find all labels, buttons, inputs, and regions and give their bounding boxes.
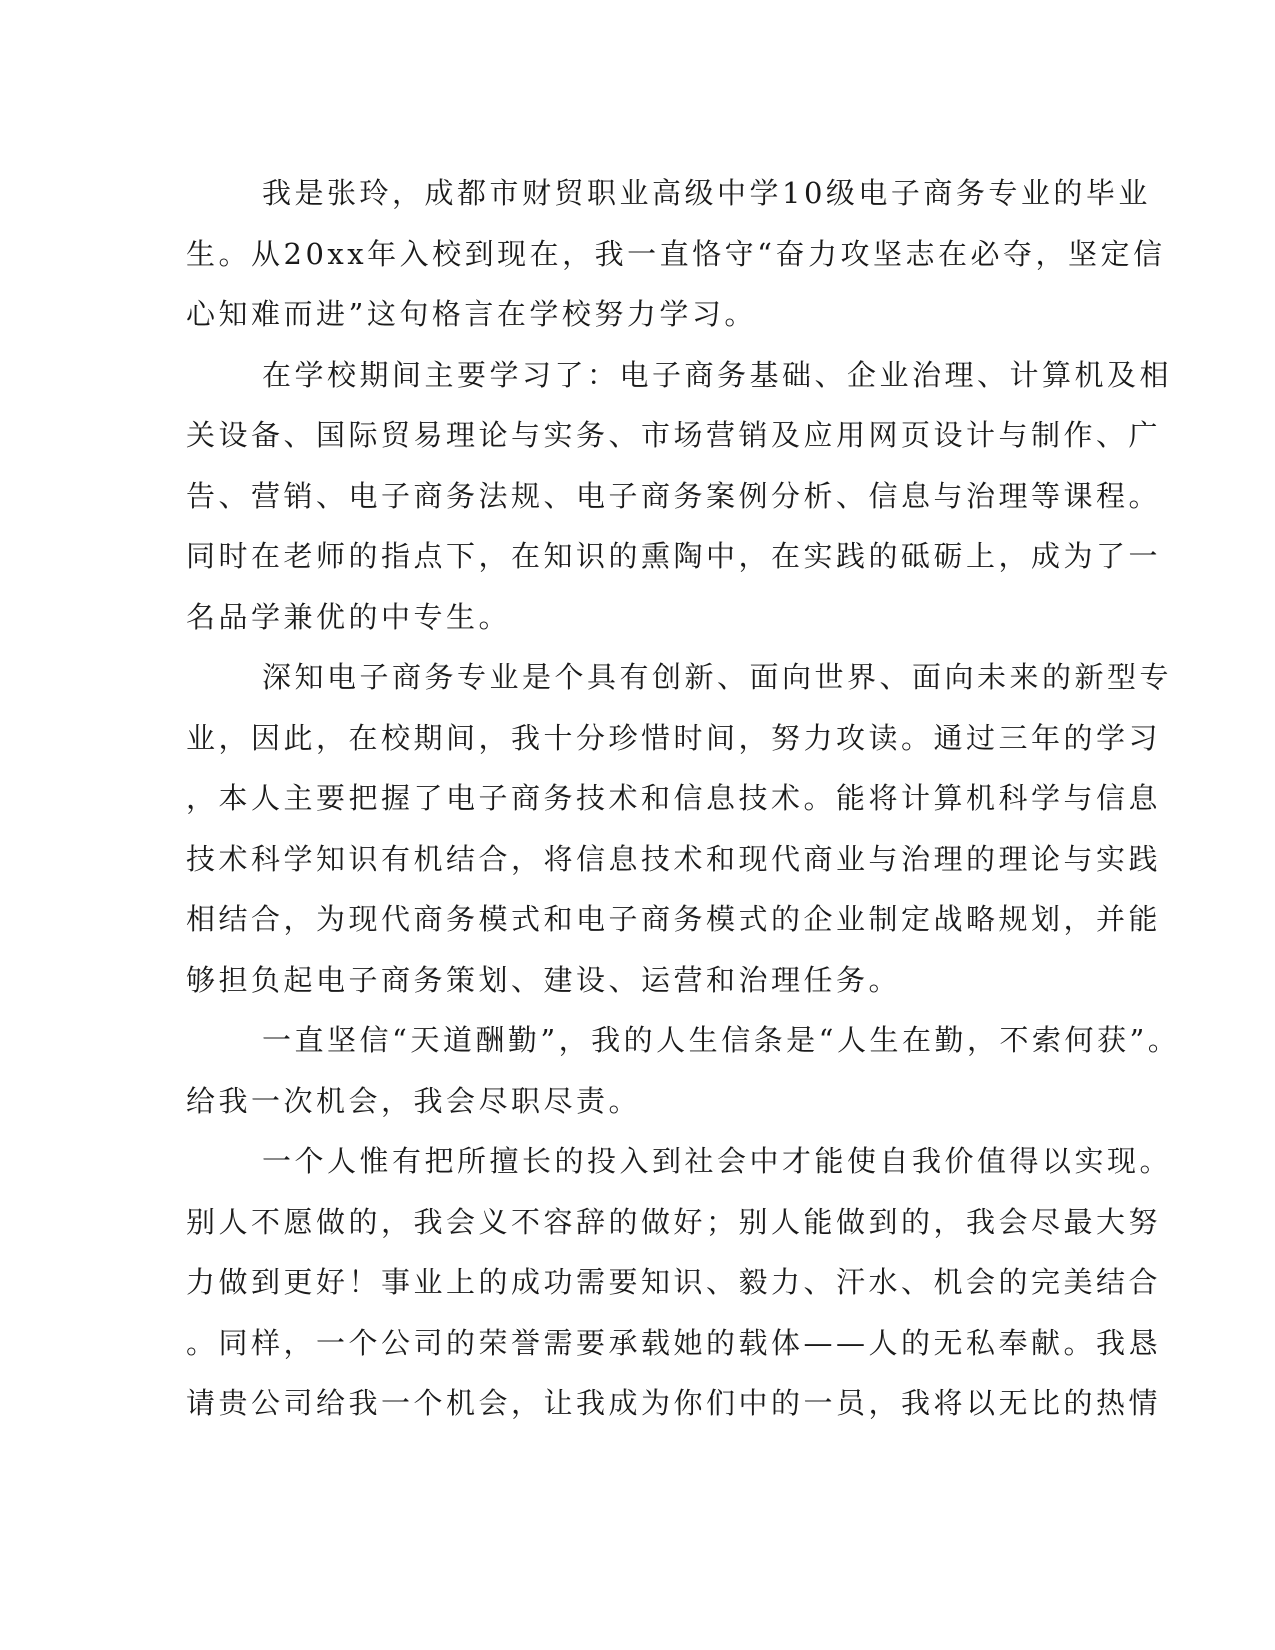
text-line: 够担负起电子商务策划、建设、运营和治理任务。 [186,962,902,997]
text-line: 同时在老师的指点下，在知识的熏陶中，在实践的砥砺上，成为了一 [186,539,1162,573]
text-line: 名品学兼优的中专生。 [186,599,512,634]
text-line: ，本人主要把握了电子商务技术和信息技术。能将计算机科学与信息 [186,781,1162,815]
text-line: 告、营销、电子商务法规、电子商务案例分析、信息与治理等课程。 [186,478,1162,513]
paragraph-courses [186,345,1173,648]
text-line: 相结合，为现代商务模式和电子商务模式的企业制定战略规划，并能 [186,902,1162,936]
paragraph-intro [186,163,1166,345]
text-line: 。同样，一个公司的荣誉需要承载她的载体——人的无私奉献。我恳 [186,1325,1162,1360]
body-text [186,163,1181,1434]
text-line: 在学校期间主要学习了：电子商务基础、企业治理、计算机及相 [262,357,1173,392]
text-line: 我是张玲，成都市财贸职业高级中学10级电子商务专业的毕业 [262,176,1151,210]
text-line: 技术科学知识有机结合，将信息技术和现代商业与治理的理论与实践 [186,841,1162,876]
paragraph-skills [186,647,1173,1010]
text-line: 力做到更好！事业上的成功需要知识、毅力、汗水、机会的完美结合 [186,1265,1162,1299]
text-line: 别人不愿做的，我会义不容辞的做好；别人能做到的，我会尽最大努 [186,1204,1162,1239]
paragraph-motto [186,1010,1181,1131]
text-line: 给我一次机会，我会尽职尽责。 [186,1083,642,1118]
paragraph-closing [186,1131,1173,1434]
text-line: 业，因此，在校期间，我十分珍惜时间，努力攻读。通过三年的学习 [186,720,1162,755]
text-line: 深知电子商务专业是个具有创新、面向世界、面向未来的新型专 [262,660,1173,694]
text-line: 一个人惟有把所擅长的投入到社会中才能使自我价值得以实现。 [262,1144,1173,1178]
text-line: 一直坚信“天道酬勤”，我的人生信条是“人生在勤，不索何获”。 [262,1023,1181,1057]
text-line: 关设备、国际贸易理论与实务、市场营销及应用网页设计与制作、广 [186,418,1162,452]
text-line: 心知难而进”这句格言在学校努力学习。 [186,297,757,331]
text-line: 请贵公司给我一个机会，让我成为你们中的一员，我将以无比的热情 [186,1386,1162,1420]
text-line: 生。从20xx年入校到现在，我一直恪守“奋力攻坚志在必夺，坚定信 [186,236,1166,271]
